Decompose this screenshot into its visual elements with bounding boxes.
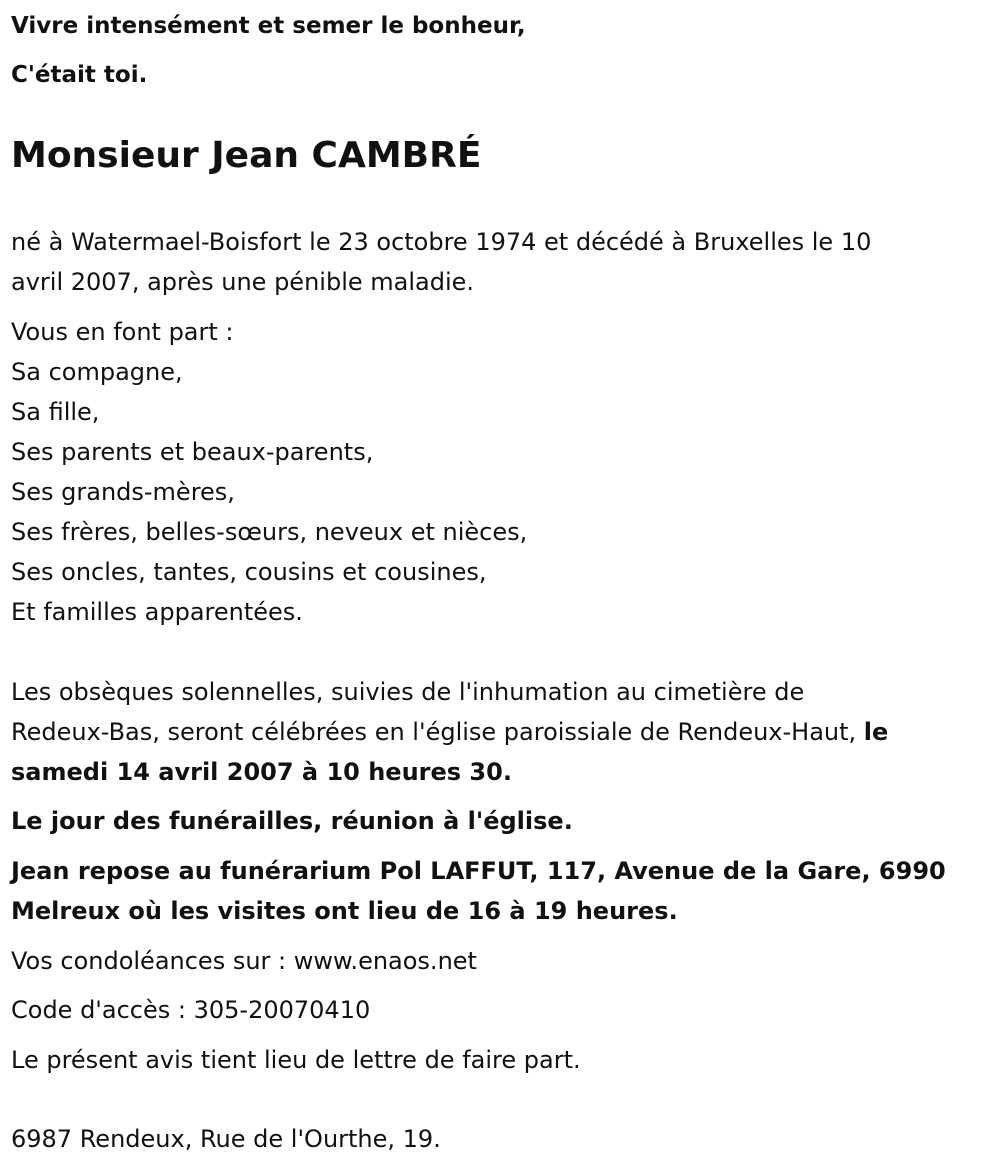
announcer-item: Ses frères, belles-sœurs, neveux et nièces, (11, 518, 528, 546)
birth-death-line-2: avril 2007, après une pénible maladie. (11, 268, 475, 296)
funeral-line-2 (11, 712, 888, 752)
funerarium-line-1: Jean repose au funérarium Pol LAFFUT, 117, Avenue de la Gare, 6990 (11, 857, 946, 885)
deceased-name: Monsieur Jean CAMBRÉ (11, 135, 482, 176)
access-code: Code d'accès : 305-20070410 (11, 996, 371, 1024)
announcer-item: Et familles apparentées. (11, 598, 303, 626)
reunion-notice: Le jour des funérailles, réunion à l'église. (11, 807, 573, 835)
address: 6987 Rendeux, Rue de l'Ourthe, 19. (11, 1125, 441, 1153)
announcer-item: Sa fille, (11, 398, 100, 426)
notice-text: Le présent avis tient lieu de lettre de faire part. (11, 1046, 581, 1074)
funeral-line-2-text: Redeux-Bas, seront célébrées en l'église paroissiale de Rendeux-Haut, (11, 718, 864, 746)
funeral-date-time: samedi 14 avril 2007 à 10 heures 30. (11, 758, 512, 786)
announcer-item: Ses oncles, tantes, cousins et cousines, (11, 558, 487, 586)
birth-death-line-1: né à Watermael-Boisfort le 23 octobre 1974 et décédé à Bruxelles le 10 (11, 228, 872, 256)
motto-line-2: C'était toi. (11, 62, 148, 88)
funeral-line-2-bold: le (863, 718, 889, 746)
funeral-line-1: Les obsèques solennelles, suivies de l'inhumation au cimetière de (11, 678, 805, 706)
announcer-item: Sa compagne, (11, 358, 183, 386)
announcer-item: Ses parents et beaux-parents, (11, 438, 374, 466)
motto-line-1: Vivre intensément et semer le bonheur, (11, 13, 526, 39)
condolences-text: Vos condoléances sur : www.enaos.net (11, 947, 477, 975)
announcer-item: Ses grands-mères, (11, 478, 235, 506)
funerarium-line-2: Melreux où les visites ont lieu de 16 à 19 heures. (11, 897, 678, 925)
announcers-intro: Vous en font part : (11, 318, 234, 346)
